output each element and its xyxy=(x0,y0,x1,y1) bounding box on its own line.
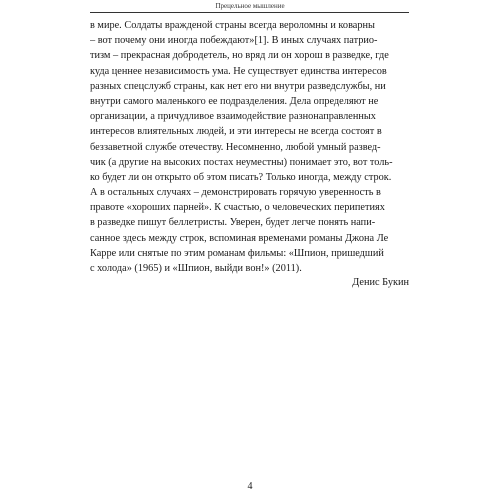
text-line: в мире. Солдаты вражденой страны всегда вероломны и коварны xyxy=(90,20,375,31)
text-line: – вот почему они иногда побеждают»[1]. В иных случаях патрио- xyxy=(90,35,378,47)
body-text xyxy=(90,18,409,276)
text-line: разных спецслужб страны, как нет его ни внутри разведслужбы, ни xyxy=(90,80,386,92)
text-line: куда ценнее независимость ума. Не существует единства интересов xyxy=(90,65,387,77)
text-line: в разведке пишут беллетристы. Уверен, будет легче понять напи- xyxy=(90,217,376,229)
text-line: интересов влиятельных людей, и эти интересы не всегда состоят в xyxy=(90,126,382,138)
text-line: ко будет ли он открыто об этом писать? Только иногда, между строк. xyxy=(90,171,392,183)
text-line: санное здесь между строк, вспоминая временами романы Джона Ле xyxy=(90,232,389,244)
text-line: беззаветной службе отечеству. Несомненно, любой умный развед- xyxy=(90,141,381,153)
running-header: Прецельное мышление xyxy=(215,2,285,10)
text-line: Карре или снятые по этим романам фильмы: «Шпион, пришедший xyxy=(90,247,384,259)
text-line: правоте «хороших парней». К счастью, о человеческих перипетиях xyxy=(90,202,385,214)
author-signature: Денис Букин xyxy=(352,277,409,288)
text-line: внутри самого маленького ее подразделения. Дела определяют не xyxy=(90,95,379,107)
page-number: 4 xyxy=(247,481,253,492)
text-line: с холода» (1965) и «Шпион, выйди вон!» (2011). xyxy=(90,263,302,274)
text-line: тизм – прекрасная добродетель, но вряд ли он хорош в разведке, где xyxy=(90,50,389,62)
text-line: чик (а другие на высоких постах неуместны) понимает это, вот толь- xyxy=(90,156,393,168)
header-rule xyxy=(90,12,409,13)
text-line: А в остальных случаях – демонстрировать горячую уверенность в xyxy=(90,187,381,199)
text-line: организации, а причудливое взаимодействие разнонаправленных xyxy=(90,111,376,123)
